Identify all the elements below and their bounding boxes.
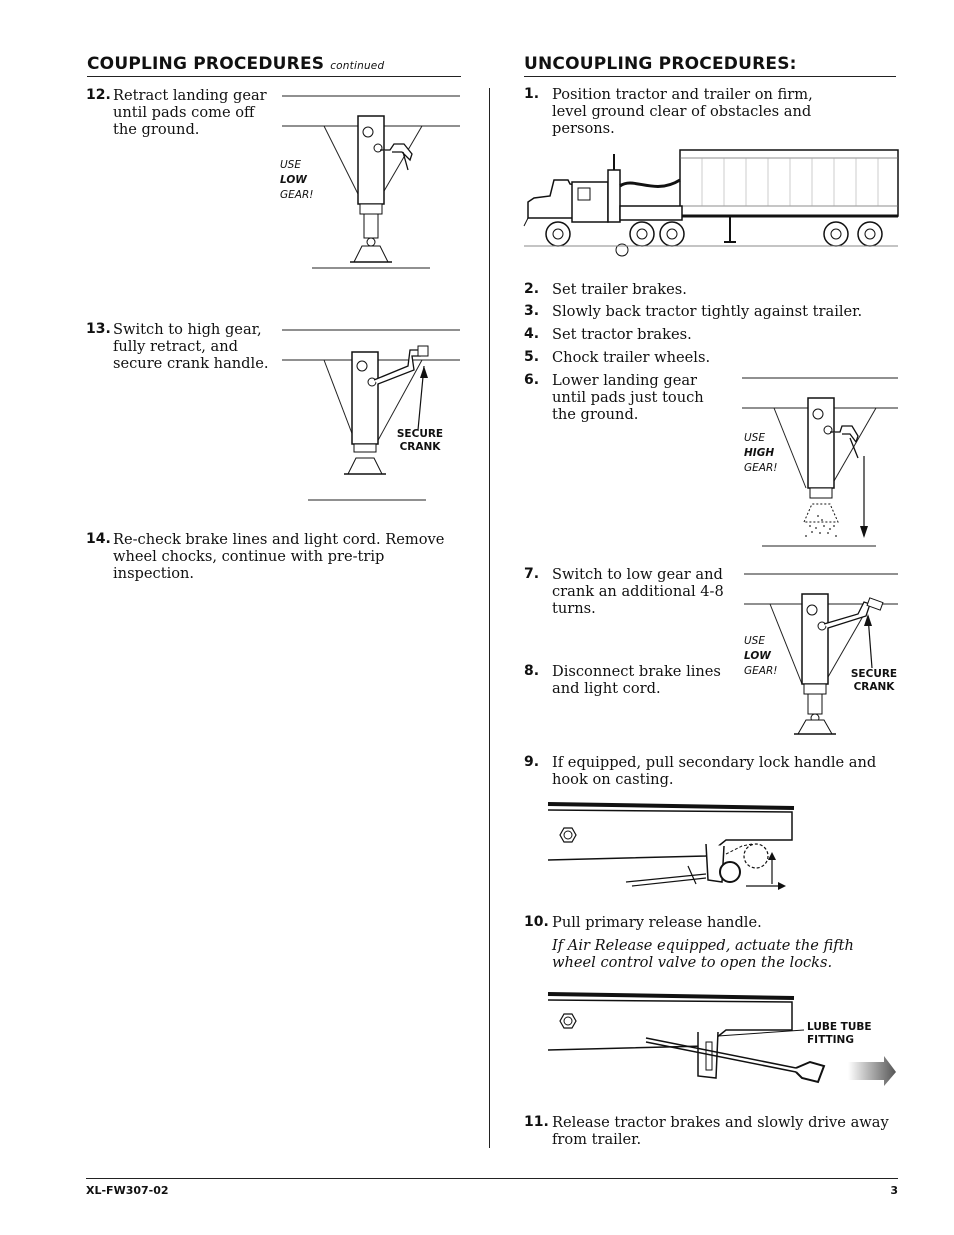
step-text: Re-check brake lines and light cord. Remove wheel chocks, continue with pre-trip inspection. bbox=[113, 531, 445, 582]
uncoupling-heading-title: UNCOUPLING PROCEDURES: bbox=[524, 54, 797, 74]
callout-line-2: CRANK bbox=[399, 441, 441, 453]
use-low-gear-label-2 bbox=[744, 634, 777, 679]
label-line-1: USE bbox=[744, 432, 765, 444]
label-line-2: LOW bbox=[744, 650, 771, 662]
step-text: Disconnect brake lines and light cord. bbox=[552, 663, 721, 697]
secure-crank-callout bbox=[390, 428, 450, 454]
step-number: 12. bbox=[86, 87, 111, 103]
tractor-trailer-illustration bbox=[524, 146, 900, 256]
step-number: 3. bbox=[524, 303, 540, 319]
step-number: 2. bbox=[524, 281, 540, 297]
label-line-3: GEAR! bbox=[744, 462, 778, 474]
step-text: Position tractor and trailer on firm, level ground clear of obstacles and persons. bbox=[552, 86, 813, 137]
column-divider bbox=[489, 88, 490, 1148]
step-number: 5. bbox=[524, 349, 540, 365]
coupling-heading-rule bbox=[87, 76, 461, 77]
step-number: 13. bbox=[86, 321, 111, 337]
step-text: Pull primary release handle. bbox=[552, 914, 762, 931]
step-number: 4. bbox=[524, 326, 540, 342]
label-line-3: GEAR! bbox=[744, 665, 778, 677]
step-text: Set tractor brakes. bbox=[552, 326, 692, 343]
label-line-2: LOW bbox=[280, 174, 307, 186]
label-line-1: USE bbox=[280, 159, 301, 171]
step-number: 10. bbox=[524, 914, 549, 930]
use-high-gear-label bbox=[744, 431, 777, 476]
footer-rule bbox=[86, 1178, 898, 1179]
step-number: 14. bbox=[86, 531, 111, 547]
use-low-gear-label bbox=[280, 158, 313, 203]
page-number: 3 bbox=[890, 1184, 898, 1197]
label-line-2: HIGH bbox=[744, 447, 775, 459]
label-line-3: GEAR! bbox=[280, 189, 314, 201]
step-text: Chock trailer wheels. bbox=[552, 349, 711, 366]
landing-gear-secure-crank-figure bbox=[280, 326, 470, 506]
step-text: Lower landing gear until pads just touch the ground. bbox=[552, 372, 704, 423]
step-text: Slowly back tractor tightly against trailer. bbox=[552, 303, 863, 320]
step-number: 8. bbox=[524, 663, 540, 679]
callout-line-2: CRANK bbox=[853, 681, 895, 693]
uncoupling-heading-rule bbox=[524, 76, 896, 77]
coupling-heading-title: COUPLING PROCEDURES bbox=[87, 54, 325, 74]
step-number: 7. bbox=[524, 566, 540, 582]
secondary-lock-handle-figure bbox=[546, 800, 806, 900]
step-text: If equipped, pull secondary lock handle and hook on casting. bbox=[552, 754, 877, 788]
step-number: 11. bbox=[524, 1114, 549, 1130]
callout-line-1: LUBE TUBE bbox=[807, 1021, 872, 1033]
step-text: Switch to high gear, fully retract, and secure crank handle. bbox=[113, 321, 269, 372]
callout-line-1: SECURE bbox=[396, 428, 444, 440]
step-text: Switch to low gear and crank an additional 4-8 turns. bbox=[552, 566, 724, 617]
coupling-heading-continued: continued bbox=[330, 60, 385, 72]
step-number: 9. bbox=[524, 754, 540, 770]
label-line-1: USE bbox=[744, 635, 765, 647]
lube-tube-fitting-callout bbox=[807, 1021, 887, 1047]
air-release-note: If Air Release equipped, actuate the fifth wheel control valve to open the locks. bbox=[552, 937, 854, 971]
step-text: Set trailer brakes. bbox=[552, 281, 687, 298]
document-code: XL-FW307-02 bbox=[86, 1184, 169, 1197]
secure-crank-callout-2 bbox=[844, 668, 904, 694]
step-number: 6. bbox=[524, 372, 540, 388]
uncoupling-heading bbox=[524, 54, 797, 74]
callout-line-1: SECURE bbox=[850, 668, 898, 680]
step-number: 1. bbox=[524, 86, 540, 102]
step-text: Release tractor brakes and slowly drive away from trailer. bbox=[552, 1114, 889, 1148]
coupling-heading bbox=[87, 54, 384, 74]
step-text: Retract landing gear until pads come off the ground. bbox=[113, 87, 267, 138]
callout-line-2: FITTING bbox=[807, 1034, 854, 1046]
